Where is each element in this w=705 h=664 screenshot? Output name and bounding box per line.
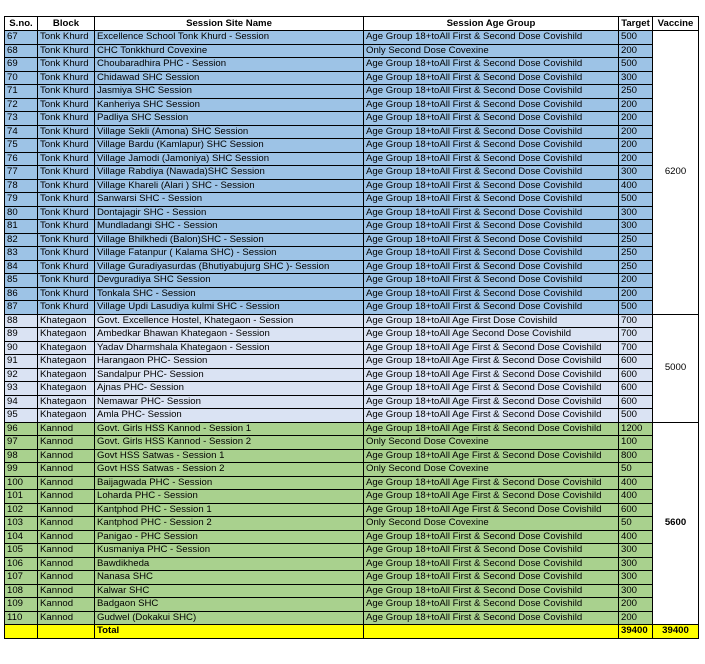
sno-cell: 69 xyxy=(5,58,38,72)
site-name-cell: Kantphod PHC - Session 2 xyxy=(95,517,364,531)
target-cell: 200 xyxy=(619,112,653,126)
sno-cell: 98 xyxy=(5,449,38,463)
target-cell: 200 xyxy=(619,152,653,166)
target-cell: 300 xyxy=(619,557,653,571)
site-name-cell: Govt HSS Satwas - Session 2 xyxy=(95,463,364,477)
target-cell: 500 xyxy=(619,409,653,423)
site-name-cell: Govt. Excellence Hostel, Khategaon - Session xyxy=(95,314,364,328)
age-group-cell: Age Group 18+toAll First & Second Dose Covishild xyxy=(364,584,619,598)
age-group-cell: Age Group 18+toAll First & Second Dose Covishild xyxy=(364,139,619,153)
target-cell: 200 xyxy=(619,98,653,112)
sno-cell: 109 xyxy=(5,598,38,612)
sno-cell: 105 xyxy=(5,544,38,558)
target-cell: 1200 xyxy=(619,422,653,436)
age-group-cell: Age Group 18+toAll Age First & Second Dose Covishild xyxy=(364,449,619,463)
table-row xyxy=(5,584,699,598)
block-cell: Kannod xyxy=(38,611,95,625)
site-name-cell: Village Guradiyasurdas (Bhutiyabujurg SHC )- Session xyxy=(95,260,364,274)
sno-cell: 77 xyxy=(5,166,38,180)
age-group-cell: Age Group 18+toAll First & Second Dose Covishild xyxy=(364,544,619,558)
age-group-cell: Age Group 18+toAll First & Second Dose Covishild xyxy=(364,301,619,315)
target-cell: 100 xyxy=(619,436,653,450)
block-cell: Khategaon xyxy=(38,341,95,355)
table-row xyxy=(5,31,699,45)
table-row xyxy=(5,314,699,328)
age-group-cell: Age Group 18+toAll First & Second Dose Covishild xyxy=(364,287,619,301)
age-group-cell: Age Group 18+toAll First & Second Dose Covishild xyxy=(364,166,619,180)
table-row xyxy=(5,476,699,490)
sno-cell: 100 xyxy=(5,476,38,490)
block-cell: Tonk Khurd xyxy=(38,125,95,139)
age-group-cell: Age Group 18+toAll First & Second Dose Covishild xyxy=(364,571,619,585)
site-name-cell: Nanasa SHC xyxy=(95,571,364,585)
age-group-cell: Age Group 18+toAll Age First & Second Dose Covishild xyxy=(364,382,619,396)
age-group-cell: Age Group 18+toAll Age First & Second Dose Covishild xyxy=(364,395,619,409)
table-row xyxy=(5,85,699,99)
age-group-cell: Age Group 18+toAll First & Second Dose Covishild xyxy=(364,206,619,220)
table-row xyxy=(5,139,699,153)
target-cell: 400 xyxy=(619,179,653,193)
block-cell: Kannod xyxy=(38,584,95,598)
sno-cell: 97 xyxy=(5,436,38,450)
site-name-cell: Village Bhilkhedi (Balon)SHC - Session xyxy=(95,233,364,247)
site-name-cell: Kusmaniya PHC - Session xyxy=(95,544,364,558)
block-cell: Kannod xyxy=(38,476,95,490)
age-group-cell: Age Group 18+toAll Age First & Second Dose Covishild xyxy=(364,341,619,355)
table-row xyxy=(5,58,699,72)
site-name-cell: Mundladangi SHC - Session xyxy=(95,220,364,234)
age-group-cell: Age Group 18+toAll Age First & Second Dose Covishild xyxy=(364,490,619,504)
age-group-cell: Age Group 18+toAll First & Second Dose Covishild xyxy=(364,260,619,274)
target-cell: 200 xyxy=(619,598,653,612)
table-row xyxy=(5,449,699,463)
target-cell: 300 xyxy=(619,544,653,558)
block-cell: Khategaon xyxy=(38,382,95,396)
block-cell: Tonk Khurd xyxy=(38,85,95,99)
block-cell: Tonk Khurd xyxy=(38,220,95,234)
block-cell: Tonk Khurd xyxy=(38,98,95,112)
age-group-cell: Age Group 18+toAll First & Second Dose Covishild xyxy=(364,274,619,288)
block-cell: Tonk Khurd xyxy=(38,112,95,126)
site-name-cell: Sandalpur PHC- Session xyxy=(95,368,364,382)
target-cell: 250 xyxy=(619,260,653,274)
site-name-cell: Jasmiya SHC Session xyxy=(95,85,364,99)
table-row xyxy=(5,598,699,612)
vaccine-group-cell: 6200 xyxy=(653,31,699,315)
target-cell: 250 xyxy=(619,85,653,99)
age-group-cell: Age Group 18+toAll First & Second Dose Covishild xyxy=(364,247,619,261)
block-cell: Khategaon xyxy=(38,314,95,328)
sno-cell: 107 xyxy=(5,571,38,585)
sno-cell: 94 xyxy=(5,395,38,409)
site-name-cell: CHC Tonkkhurd Covexine xyxy=(95,44,364,58)
sno-cell: 73 xyxy=(5,112,38,126)
site-name-cell: Harangaon PHC- Session xyxy=(95,355,364,369)
age-group-cell: Age Group 18+toAll Age First & Second Dose Covishild xyxy=(364,476,619,490)
sno-cell: 68 xyxy=(5,44,38,58)
target-cell: 200 xyxy=(619,611,653,625)
sno-cell: 81 xyxy=(5,220,38,234)
vaccine-group-cell: 5600 xyxy=(653,422,699,625)
sno-cell: 79 xyxy=(5,193,38,207)
sno-cell: 92 xyxy=(5,368,38,382)
target-cell: 250 xyxy=(619,247,653,261)
table-row xyxy=(5,274,699,288)
header-vaccine: Vaccine xyxy=(653,17,699,31)
table-row xyxy=(5,71,699,85)
block-cell: Tonk Khurd xyxy=(38,44,95,58)
sno-cell: 86 xyxy=(5,287,38,301)
table-row xyxy=(5,422,699,436)
age-group-cell: Age Group 18+toAll First & Second Dose Covishild xyxy=(364,112,619,126)
target-cell: 200 xyxy=(619,287,653,301)
block-cell: Khategaon xyxy=(38,355,95,369)
block-cell: Tonk Khurd xyxy=(38,152,95,166)
block-cell: Tonk Khurd xyxy=(38,206,95,220)
sno-cell: 87 xyxy=(5,301,38,315)
age-group-cell: Age Group 18+toAll Age Second Dose Covishild xyxy=(364,328,619,342)
header-sno: S.no. xyxy=(5,17,38,31)
block-cell: Tonk Khurd xyxy=(38,274,95,288)
table-row xyxy=(5,355,699,369)
site-name-cell: Devguradiya SHC Session xyxy=(95,274,364,288)
site-name-cell: Baijagwada PHC - Session xyxy=(95,476,364,490)
age-group-cell: Age Group 18+toAll First & Second Dose Covishild xyxy=(364,530,619,544)
age-group-cell: Age Group 18+toAll First & Second Dose Covishild xyxy=(364,31,619,45)
table-row xyxy=(5,98,699,112)
block-cell: Kannod xyxy=(38,449,95,463)
block-cell: Kannod xyxy=(38,463,95,477)
site-name-cell: Kanheriya SHC Session xyxy=(95,98,364,112)
table-row xyxy=(5,557,699,571)
site-name-cell: Village Khareli (Alari ) SHC - Session xyxy=(95,179,364,193)
sno-cell: 72 xyxy=(5,98,38,112)
block-cell: Tonk Khurd xyxy=(38,233,95,247)
table-row xyxy=(5,611,699,625)
target-cell: 700 xyxy=(619,328,653,342)
site-name-cell: Village Jamodi (Jamoniya) SHC Session xyxy=(95,152,364,166)
target-cell: 500 xyxy=(619,301,653,315)
age-group-cell: Age Group 18+toAll First & Second Dose Covishild xyxy=(364,98,619,112)
target-cell: 50 xyxy=(619,517,653,531)
sno-cell: 103 xyxy=(5,517,38,531)
target-cell: 400 xyxy=(619,530,653,544)
table-row xyxy=(5,571,699,585)
block-cell: Kannod xyxy=(38,436,95,450)
sno-cell: 84 xyxy=(5,260,38,274)
table-row xyxy=(5,233,699,247)
table-row xyxy=(5,530,699,544)
age-group-cell: Age Group 18+toAll First & Second Dose Covishild xyxy=(364,58,619,72)
sno-cell: 70 xyxy=(5,71,38,85)
site-name-cell: Govt HSS Satwas - Session 1 xyxy=(95,449,364,463)
sno-cell: 71 xyxy=(5,85,38,99)
block-cell: Tonk Khurd xyxy=(38,31,95,45)
age-group-cell: Only Second Dose Covexine xyxy=(364,436,619,450)
age-group-cell: Age Group 18+toAll Age First & Second Dose Covishild xyxy=(364,409,619,423)
site-name-cell: Village Rabdiya (Nawada)SHC Session xyxy=(95,166,364,180)
sno-cell: 106 xyxy=(5,557,38,571)
site-name-cell: Loharda PHC - Session xyxy=(95,490,364,504)
site-name-cell: Kantphod PHC - Session 1 xyxy=(95,503,364,517)
block-cell: Tonk Khurd xyxy=(38,71,95,85)
site-name-cell: Tonkala SHC - Session xyxy=(95,287,364,301)
block-cell: Kannod xyxy=(38,503,95,517)
target-cell: 500 xyxy=(619,58,653,72)
sno-cell: 76 xyxy=(5,152,38,166)
target-cell: 600 xyxy=(619,503,653,517)
target-cell: 50 xyxy=(619,463,653,477)
site-name-cell: Excellence School Tonk Khurd - Session xyxy=(95,31,364,45)
site-name-cell: Dontajagir SHC - Session xyxy=(95,206,364,220)
total-empty-block xyxy=(38,625,95,639)
table-row xyxy=(5,260,699,274)
site-name-cell: Bawdikheda xyxy=(95,557,364,571)
site-name-cell: Chidawad SHC Session xyxy=(95,71,364,85)
site-name-cell: Ambedkar Bhawan Khategaon - Session xyxy=(95,328,364,342)
target-cell: 600 xyxy=(619,355,653,369)
sno-cell: 96 xyxy=(5,422,38,436)
block-cell: Kannod xyxy=(38,490,95,504)
age-group-cell: Age Group 18+toAll First & Second Dose Covishild xyxy=(364,611,619,625)
block-cell: Tonk Khurd xyxy=(38,287,95,301)
table-row xyxy=(5,179,699,193)
sno-cell: 95 xyxy=(5,409,38,423)
header-block: Block xyxy=(38,17,95,31)
block-cell: Kannod xyxy=(38,544,95,558)
total-target: 39400 xyxy=(619,625,653,639)
site-name-cell: Nemawar PHC- Session xyxy=(95,395,364,409)
target-cell: 300 xyxy=(619,584,653,598)
site-name-cell: Yadav Dharmshala Khategaon - Session xyxy=(95,341,364,355)
age-group-cell: Only Second Dose Covexine xyxy=(364,463,619,477)
sno-cell: 88 xyxy=(5,314,38,328)
site-name-cell: Village Fatanpur ( Kalama SHC) - Session xyxy=(95,247,364,261)
age-group-cell: Age Group 18+toAll First & Second Dose Covishild xyxy=(364,125,619,139)
block-cell: Tonk Khurd xyxy=(38,193,95,207)
site-name-cell: Govt. Girls HSS Kannod - Session 1 xyxy=(95,422,364,436)
sno-cell: 101 xyxy=(5,490,38,504)
block-cell: Khategaon xyxy=(38,395,95,409)
sno-cell: 90 xyxy=(5,341,38,355)
vaccination-session-table xyxy=(4,16,699,639)
site-name-cell: Village Updi Lasudiya kulmi SHC - Session xyxy=(95,301,364,315)
block-cell: Tonk Khurd xyxy=(38,58,95,72)
table-row xyxy=(5,247,699,261)
block-cell: Kannod xyxy=(38,517,95,531)
table-row xyxy=(5,328,699,342)
block-cell: Kannod xyxy=(38,530,95,544)
table-row xyxy=(5,503,699,517)
sno-cell: 93 xyxy=(5,382,38,396)
table-row xyxy=(5,112,699,126)
age-group-cell: Age Group 18+toAll Age First Dose Covishild xyxy=(364,314,619,328)
target-cell: 200 xyxy=(619,125,653,139)
block-cell: Tonk Khurd xyxy=(38,301,95,315)
sno-cell: 99 xyxy=(5,463,38,477)
site-name-cell: Kalwar SHC xyxy=(95,584,364,598)
age-group-cell: Age Group 18+toAll First & Second Dose Covishild xyxy=(364,193,619,207)
table-row xyxy=(5,463,699,477)
sno-cell: 102 xyxy=(5,503,38,517)
sno-cell: 74 xyxy=(5,125,38,139)
block-cell: Kannod xyxy=(38,571,95,585)
table-row xyxy=(5,206,699,220)
vaccine-group-cell: 5000 xyxy=(653,314,699,422)
sno-cell: 78 xyxy=(5,179,38,193)
target-cell: 300 xyxy=(619,206,653,220)
site-name-cell: Ajnas PHC- Session xyxy=(95,382,364,396)
age-group-cell: Only Second Dose Covexine xyxy=(364,44,619,58)
header-row xyxy=(5,17,699,31)
age-group-cell: Age Group 18+toAll First & Second Dose Covishild xyxy=(364,152,619,166)
age-group-cell: Age Group 18+toAll First & Second Dose Covishild xyxy=(364,71,619,85)
target-cell: 800 xyxy=(619,449,653,463)
target-cell: 600 xyxy=(619,368,653,382)
sno-cell: 75 xyxy=(5,139,38,153)
site-name-cell: Padliya SHC Session xyxy=(95,112,364,126)
age-group-cell: Age Group 18+toAll Age First & Second Dose Covishild xyxy=(364,368,619,382)
target-cell: 300 xyxy=(619,571,653,585)
table-row xyxy=(5,44,699,58)
block-cell: Khategaon xyxy=(38,409,95,423)
site-name-cell: Village Bardu (Kamlapur) SHC Session xyxy=(95,139,364,153)
block-cell: Tonk Khurd xyxy=(38,166,95,180)
sno-cell: 83 xyxy=(5,247,38,261)
sno-cell: 91 xyxy=(5,355,38,369)
target-cell: 700 xyxy=(619,314,653,328)
target-cell: 500 xyxy=(619,193,653,207)
age-group-cell: Age Group 18+toAll Age First & Second Dose Covishild xyxy=(364,355,619,369)
sno-cell: 82 xyxy=(5,233,38,247)
site-name-cell: Amla PHC- Session xyxy=(95,409,364,423)
age-group-cell: Age Group 18+toAll Age First & Second Dose Covishild xyxy=(364,503,619,517)
target-cell: 400 xyxy=(619,490,653,504)
table-row xyxy=(5,382,699,396)
total-label: Total xyxy=(95,625,364,639)
age-group-cell: Age Group 18+toAll First & Second Dose Covishild xyxy=(364,598,619,612)
age-group-cell: Age Group 18+toAll First & Second Dose Covishild xyxy=(364,233,619,247)
block-cell: Tonk Khurd xyxy=(38,139,95,153)
block-cell: Kannod xyxy=(38,598,95,612)
sno-cell: 108 xyxy=(5,584,38,598)
header-age-group: Session Age Group xyxy=(364,17,619,31)
sno-cell: 104 xyxy=(5,530,38,544)
site-name-cell: Gudwel (Dokakui SHC) xyxy=(95,611,364,625)
total-row xyxy=(5,625,699,639)
block-cell: Tonk Khurd xyxy=(38,247,95,261)
total-empty-sno xyxy=(5,625,38,639)
table-row xyxy=(5,193,699,207)
table-row xyxy=(5,395,699,409)
target-cell: 200 xyxy=(619,139,653,153)
sno-cell: 110 xyxy=(5,611,38,625)
table-row xyxy=(5,517,699,531)
table-row xyxy=(5,301,699,315)
sno-cell: 67 xyxy=(5,31,38,45)
target-cell: 600 xyxy=(619,395,653,409)
block-cell: Kannod xyxy=(38,422,95,436)
table-row xyxy=(5,544,699,558)
table-row xyxy=(5,341,699,355)
site-name-cell: Sanwarsi SHC - Session xyxy=(95,193,364,207)
age-group-cell: Age Group 18+toAll Age First & Second Dose Covishild xyxy=(364,422,619,436)
block-cell: Khategaon xyxy=(38,368,95,382)
block-cell: Tonk Khurd xyxy=(38,260,95,274)
table-row xyxy=(5,166,699,180)
age-group-cell: Age Group 18+toAll First & Second Dose Covishild xyxy=(364,179,619,193)
site-name-cell: Village Sekli (Amona) SHC Session xyxy=(95,125,364,139)
target-cell: 300 xyxy=(619,71,653,85)
header-target: Target xyxy=(619,17,653,31)
age-group-cell: Only Second Dose Covexine xyxy=(364,517,619,531)
target-cell: 300 xyxy=(619,220,653,234)
age-group-cell: Age Group 18+toAll First & Second Dose Covishild xyxy=(364,557,619,571)
target-cell: 400 xyxy=(619,476,653,490)
target-cell: 250 xyxy=(619,233,653,247)
site-name-cell: Choubaradhira PHC - Session xyxy=(95,58,364,72)
target-cell: 500 xyxy=(619,31,653,45)
target-cell: 600 xyxy=(619,382,653,396)
header-site-name: Session Site Name xyxy=(95,17,364,31)
block-cell: Kannod xyxy=(38,557,95,571)
sno-cell: 85 xyxy=(5,274,38,288)
table-row xyxy=(5,436,699,450)
table-row xyxy=(5,152,699,166)
table-row xyxy=(5,287,699,301)
table-row xyxy=(5,125,699,139)
sno-cell: 89 xyxy=(5,328,38,342)
site-name-cell: Panigao - PHC Session xyxy=(95,530,364,544)
total-vaccine: 39400 xyxy=(653,625,699,639)
age-group-cell: Age Group 18+toAll First & Second Dose Covishild xyxy=(364,220,619,234)
target-cell: 200 xyxy=(619,44,653,58)
target-cell: 700 xyxy=(619,341,653,355)
age-group-cell: Age Group 18+toAll First & Second Dose Covishild xyxy=(364,85,619,99)
sno-cell: 80 xyxy=(5,206,38,220)
block-cell: Khategaon xyxy=(38,328,95,342)
target-cell: 300 xyxy=(619,166,653,180)
table-row xyxy=(5,220,699,234)
block-cell: Tonk Khurd xyxy=(38,179,95,193)
target-cell: 200 xyxy=(619,274,653,288)
site-name-cell: Badgaon SHC xyxy=(95,598,364,612)
table-row xyxy=(5,409,699,423)
table-row xyxy=(5,490,699,504)
site-name-cell: Govt. Girls HSS Kannod - Session 2 xyxy=(95,436,364,450)
total-empty-age xyxy=(364,625,619,639)
table-row xyxy=(5,368,699,382)
